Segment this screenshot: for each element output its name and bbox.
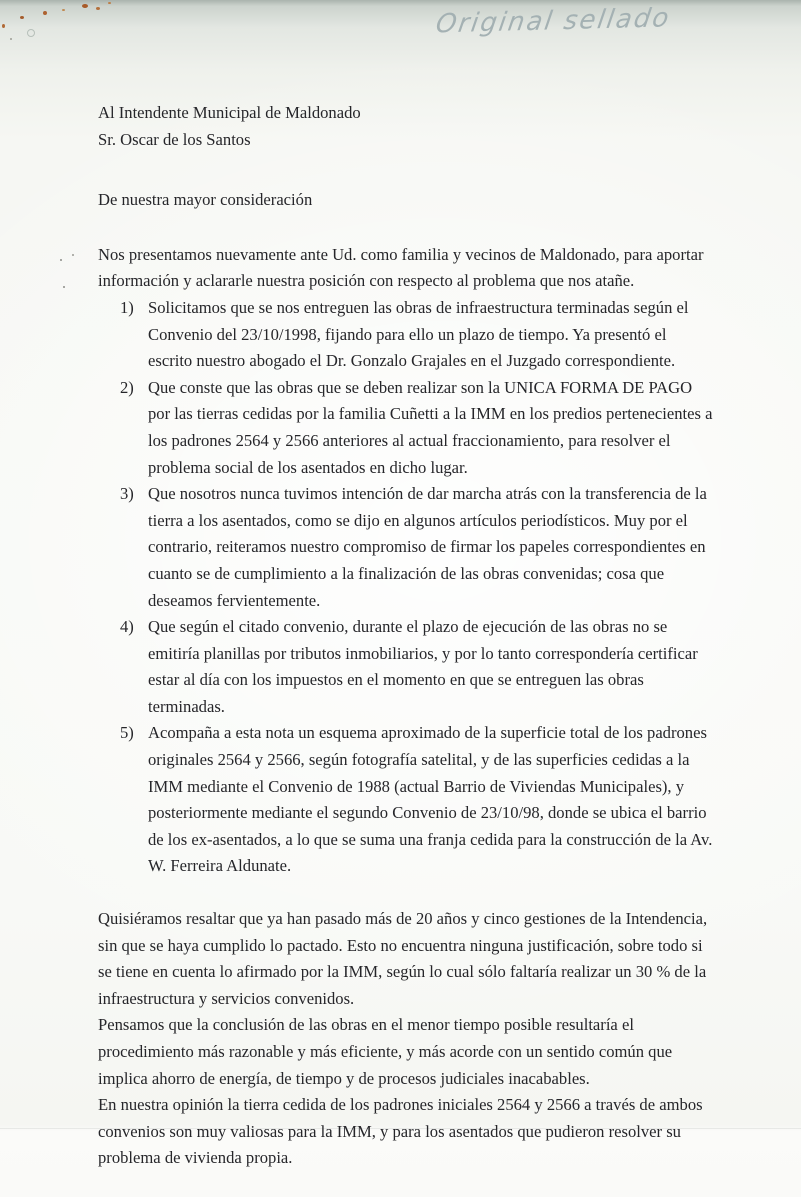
rust-stain [43,11,47,15]
handwritten-note: Original sellado [433,3,673,40]
closing-block [98,906,716,1172]
list-text: Que conste que las obras que se deben realizar son la UNICA FORMA DE PAGO por las tierras cedidas por la familia Cuñetti a la IMM en los predios pertenecientes a los padrones 2564 y 2566 anteriores al actual fraccionamiento, para resolver el problema social de los asentados en dicho lugar. [148,377,713,477]
rust-stain [82,4,88,8]
rust-stain [20,16,24,19]
recipient-title: Al Intendente Municipal de Maldonado [98,103,361,122]
scan-speck [10,38,12,40]
recipient-block [98,100,716,153]
closing-paragraph-1: Quisiéramos resaltar que ya han pasado más de 20 años y cinco gestiones de la Intendencia, sin que se haya cumplido lo pactado. Esto no encuentra ninguna justificación, sobre todo si se tiene en cuenta lo afirmado por la IMM, según lo cual sólo faltaría realizar un 30 % de la infraestructura y servicios convenidos. [98,909,708,1008]
salutation: De nuestra mayor consideración [98,190,313,210]
rust-stain [96,7,100,10]
letter-body [98,100,716,1172]
list-number: 4) [120,617,134,637]
closing-paragraph-3: En nuestra opinión la tierra cedida de los padrones iniciales 2564 y 2566 a través de ambos convenios son muy valiosas para la IMM, y para los asentados que pudieron resolver su problema de vivienda propia. [98,1095,703,1168]
rust-stain [2,24,5,28]
list-text: Que según el citado convenio, durante el plazo de ejecución de las obras no se emitiría planillas por tributos inmobiliarios, y por lo tanto correspondería certificar estar al día con los impuestos en el momento en que se entreguen las obras terminadas. [148,617,698,716]
list-text: Que nosotros nunca tuvimos intención de dar marcha atrás con la transferencia de la tierra a los asentados, como se dijo en algunos artículos periodísticos. Muy por el contrario, reiteramos nuestro compromiso de firmar los papeles correspondientes en cuanto se de cumplimiento a la finalización de las obras convenidas; cosa que deseamos fervientemente. [148,484,707,610]
list-item-5 [98,720,716,880]
list-item-3 [98,481,716,614]
list-number: 5) [120,723,134,743]
numbered-list [98,295,716,880]
intro-paragraph: Nos presentamos nuevamente ante Ud. como familia y vecinos de Maldonado, para aportar información y aclararle nuestra posición con respecto al problema que nos atañe. [98,244,704,291]
rust-stain [108,2,111,4]
list-item-2 [98,375,716,481]
list-number: 1) [120,297,134,317]
margin-speck [63,286,65,288]
margin-speck [72,254,74,256]
list-text: Solicitamos que se nos entreguen las obras de infraestructura terminadas según el Convenio del 23/10/1998, fijando para ello un plazo de tiempo. Ya presentó el escrito nuestro abogado el Dr. Gonzalo Grajales en el Juzgado correspondiente. [148,297,689,371]
list-item-1 [98,295,716,375]
closing-paragraph-2: Pensamos que la conclusión de las obras en el menor tiempo posible resultaría el procedimiento más razonable y más eficiente, y más acorde con un sentido común que implica ahorro de energía, de tiempo y de procesos judiciales inacabables. [98,1015,673,1088]
list-number: 3) [120,484,134,504]
list-number: 2) [120,377,134,397]
margin-speck [60,259,62,261]
list-item-4 [98,614,716,720]
recipient-name: Sr. Oscar de los Santos [98,129,251,149]
staple-mark [27,29,35,37]
list-text: Acompaña a esta nota un esquema aproximado de la superficie total de los padrones originales 2564 y 2566, según fotografía satelital, y de las superficies cedidas a la IMM mediante el Convenio de 1988 (actual Barrio de Viviendas Municipales), y posteriormente mediante el segundo Convenio de 23/10/98, donde se ubica el barrio de los ex-asentados, a lo que se suma una franja cedida para la construcción de la Av. W. Ferreira Aldunate. [148,723,713,876]
rust-stain [62,9,65,11]
